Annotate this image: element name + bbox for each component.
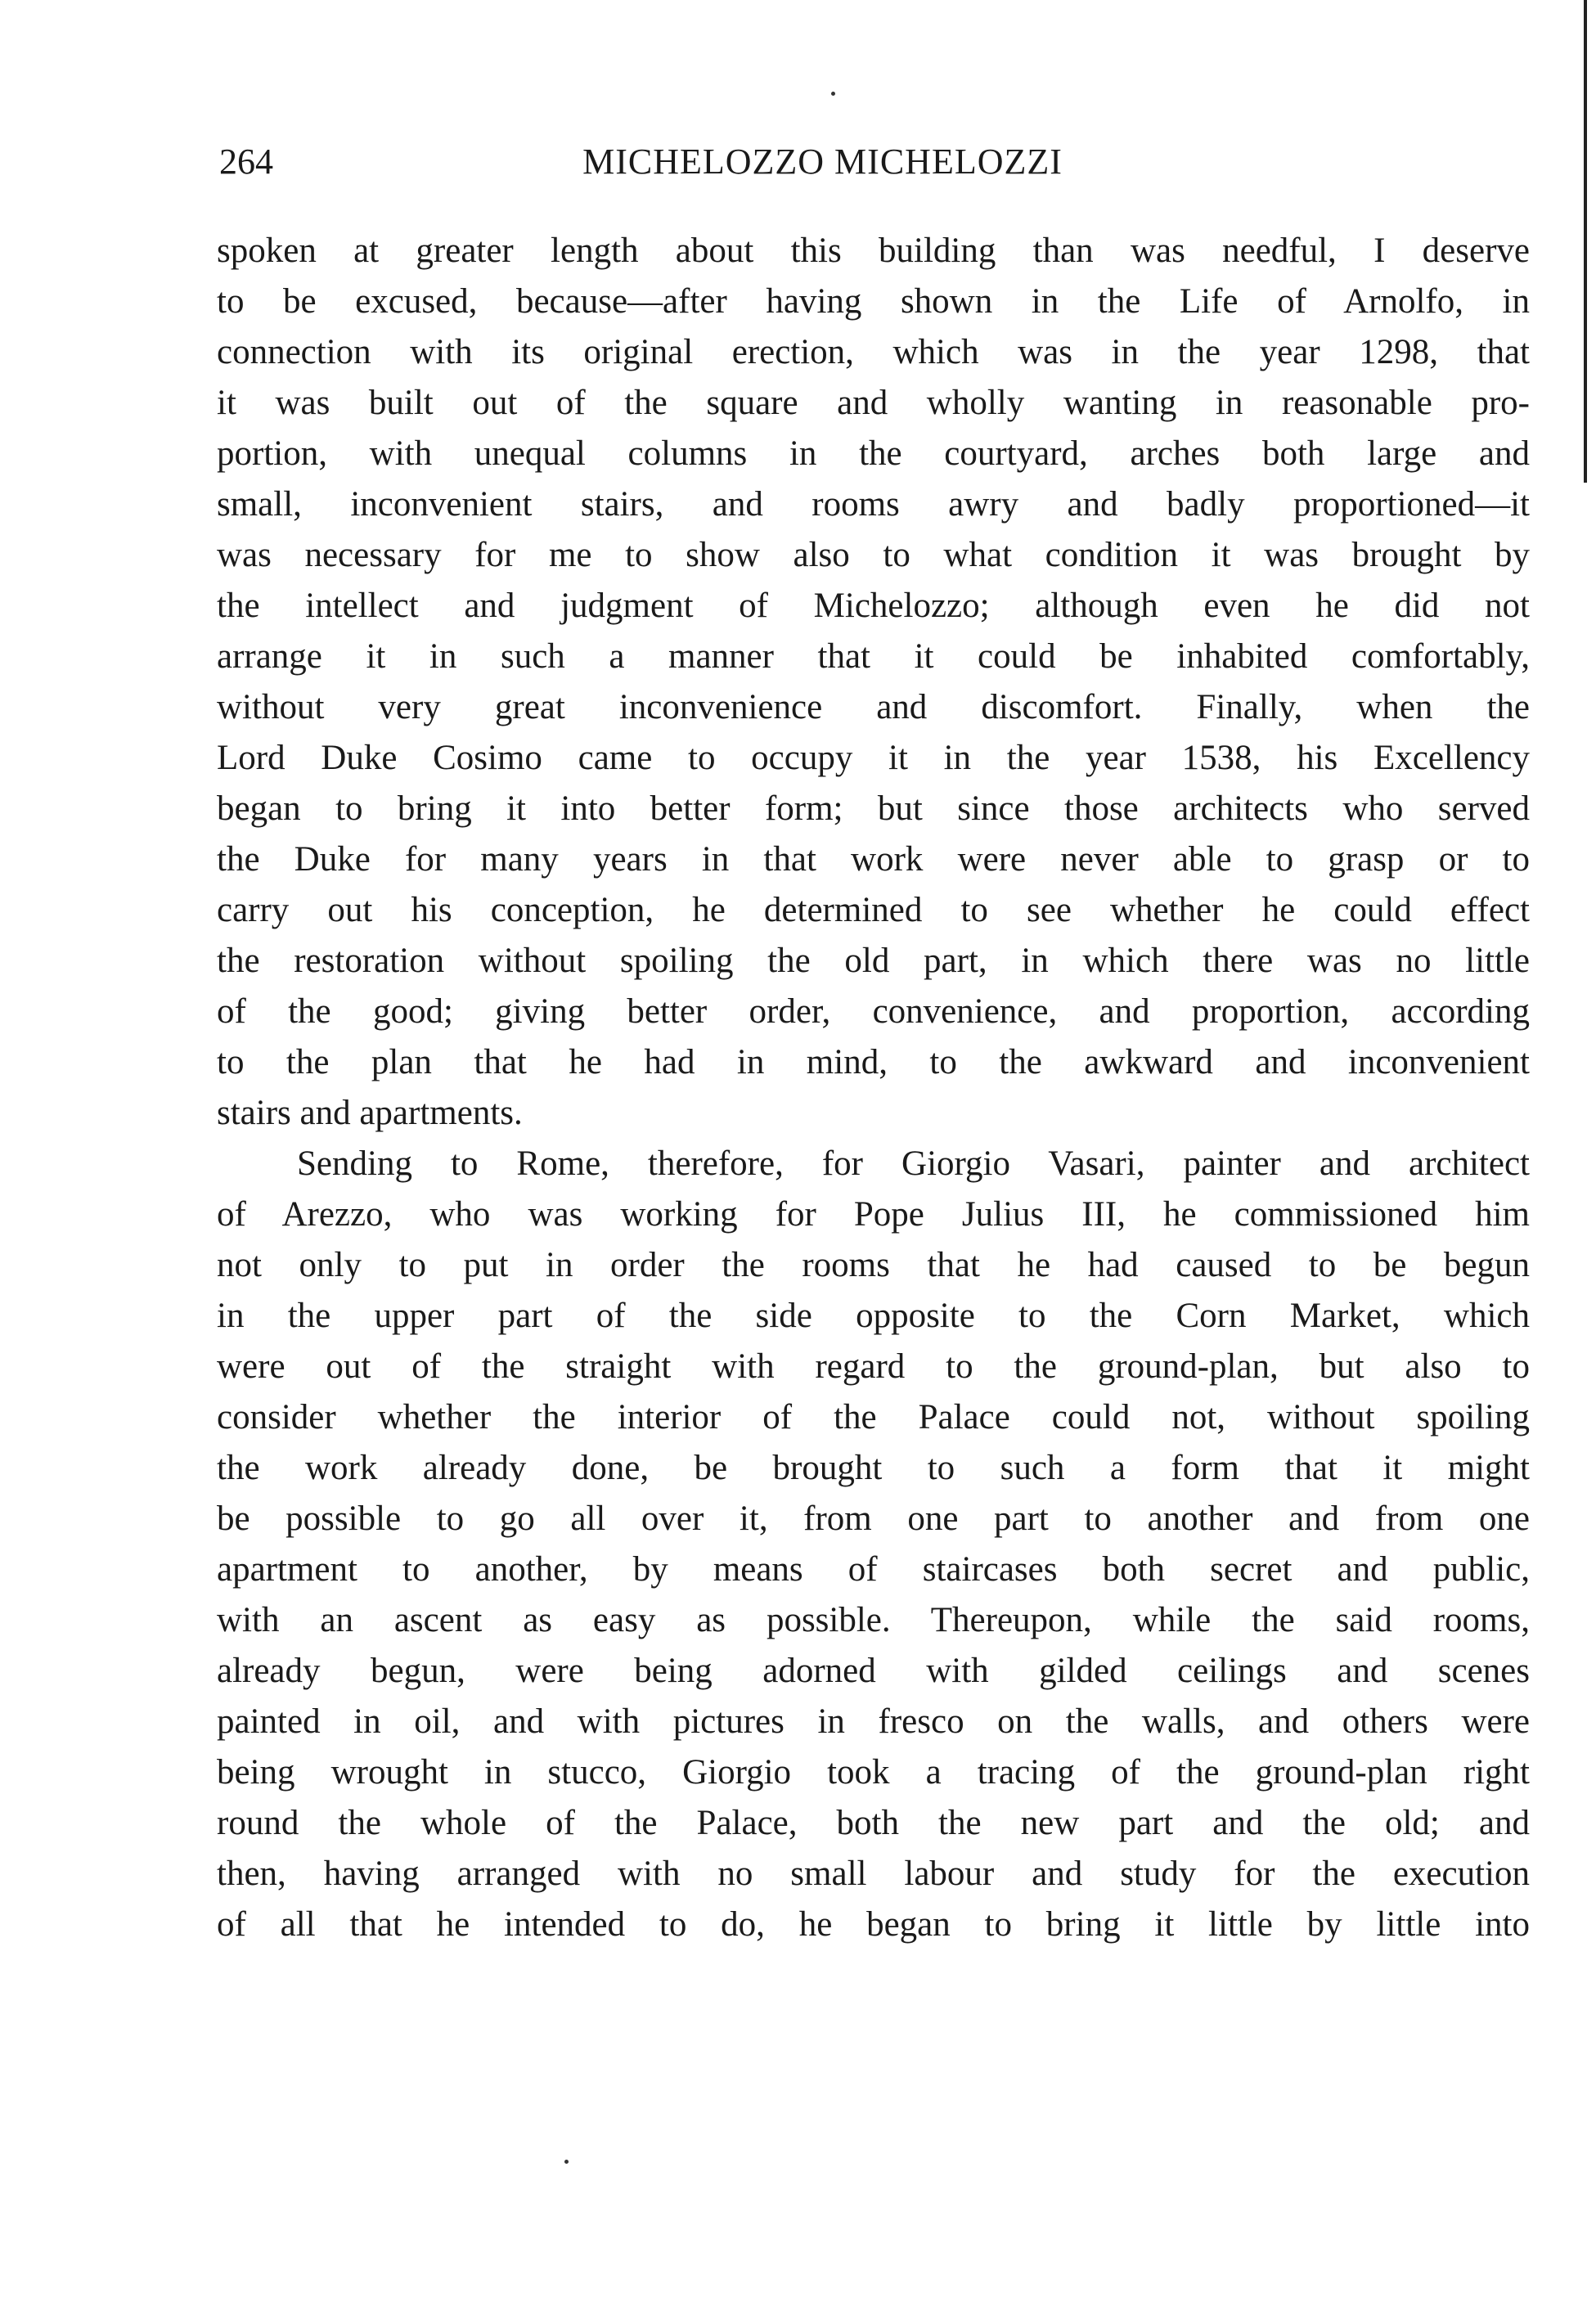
text-line: without very great inconvenience and discomfort. Finally, when the bbox=[217, 688, 1530, 726]
text-line: to the plan that he had in mind, to the awkward and inconvenient bbox=[217, 1043, 1530, 1081]
text-line: it was built out of the square and wholly wanting in reasonable pro- bbox=[217, 384, 1530, 422]
text-line: small, inconvenient stairs, and rooms awry and badly proportioned—it bbox=[217, 485, 1530, 524]
text-line: the restoration without spoiling the old part, in which there was no little bbox=[217, 942, 1530, 980]
text-line: was necessary for me to show also to what condition it was brought by bbox=[217, 536, 1530, 574]
text-line: apartment to another, by means of staircases both secret and public, bbox=[217, 1550, 1530, 1589]
scan-page-edge bbox=[1584, 0, 1587, 483]
text-line: Lord Duke Cosimo came to occupy it in the year 1538, his Excellency bbox=[217, 739, 1530, 777]
text-line: the work already done, be brought to such a form that it might bbox=[217, 1449, 1530, 1487]
text-line: consider whether the interior of the Palace could not, without spoiling bbox=[217, 1398, 1530, 1437]
text-line: being wrought in stucco, Giorgio took a tracing of the ground-plan right bbox=[217, 1753, 1530, 1792]
text-line: be possible to go all over it, from one part to another and from one bbox=[217, 1499, 1530, 1538]
text-line: not only to put in order the rooms that he had caused to be begun bbox=[217, 1246, 1530, 1284]
text-line: the intellect and judgment of Michelozzo; although even he did not bbox=[217, 587, 1530, 625]
text-line: of all that he intended to do, he began to bring it little by little into bbox=[217, 1905, 1530, 1944]
text-line: were out of the straight with regard to the ground-plan, but also to bbox=[217, 1347, 1530, 1386]
text-line: with an ascent as easy as possible. Thereupon, while the said rooms, bbox=[217, 1601, 1530, 1639]
page-number: 264 bbox=[219, 142, 273, 182]
text-line: to be excused, because—after having shown in the Life of Arnolfo, in bbox=[217, 282, 1530, 321]
text-line: the Duke for many years in that work were never able to grasp or to bbox=[217, 840, 1530, 879]
text-line: connection with its original erection, which was in the year 1298, that bbox=[217, 333, 1530, 371]
text-line: painted in oil, and with pictures in fresco on the walls, and others were bbox=[217, 1702, 1530, 1741]
text-line: of the good; giving better order, convenience, and proportion, according bbox=[217, 992, 1530, 1031]
scan-speck bbox=[831, 92, 835, 96]
text-line: portion, with unequal columns in the courtyard, arches both large and bbox=[217, 434, 1530, 473]
paragraph bbox=[217, 226, 1530, 1139]
text-line: carry out his conception, he determined to see whether he could effect bbox=[217, 891, 1530, 929]
text-line: spoken at greater length about this building than was needful, I deserve bbox=[217, 232, 1530, 270]
body-text bbox=[217, 226, 1530, 1950]
text-line: round the whole of the Palace, both the new part and the old; and bbox=[217, 1804, 1530, 1842]
text-line: already begun, were being adorned with gilded ceilings and scenes bbox=[217, 1652, 1530, 1690]
scan-speck bbox=[564, 2160, 569, 2164]
text-line: stairs and apartments. bbox=[217, 1094, 523, 1132]
text-line: of Arezzo, who was working for Pope Julius III, he commissioned him bbox=[217, 1195, 1530, 1234]
text-line: arrange it in such a manner that it could be inhabited comfortably, bbox=[217, 637, 1530, 676]
text-line: then, having arranged with no small labour and study for the execution bbox=[217, 1855, 1530, 1893]
running-title: MICHELOZZO MICHELOZZI bbox=[582, 142, 1063, 182]
text-line: began to bring it into better form; but since those architects who served bbox=[217, 789, 1530, 828]
text-line: Sending to Rome, therefore, for Giorgio Vasari, painter and architect bbox=[297, 1144, 1530, 1183]
paragraph bbox=[217, 1139, 1530, 1950]
text-line: in the upper part of the side opposite to the Corn Market, which bbox=[217, 1297, 1530, 1335]
